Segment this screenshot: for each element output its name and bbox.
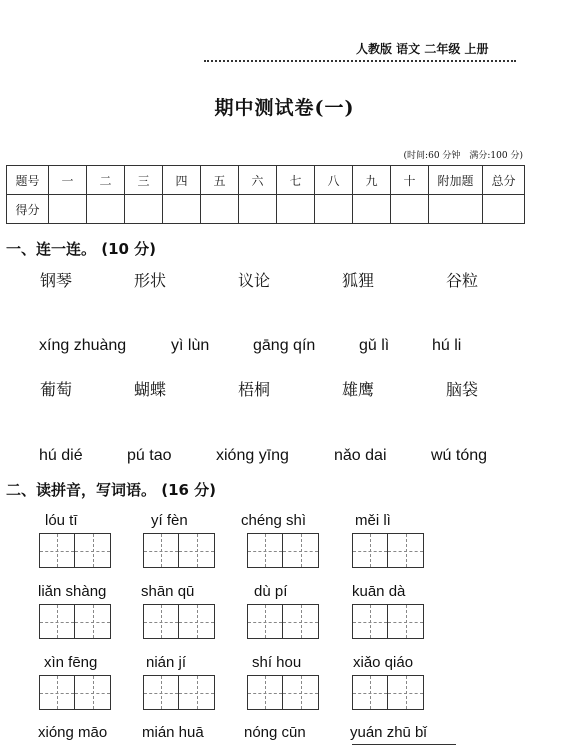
pinyin-prompt: nián jí [146,654,187,671]
pinyin-prompt: shān qū [141,583,195,600]
hanzi-word[interactable]: 狐狸 [342,271,375,290]
pinyin-word[interactable]: hú dié [39,447,83,464]
writing-grid[interactable] [352,604,424,639]
score-table-header-cell: 二 [87,166,125,195]
score-table-header-cell: 十 [391,166,429,195]
writing-grid[interactable] [143,675,215,710]
score-cell[interactable] [429,195,483,224]
score-table-header-cell: 三 [125,166,163,195]
writing-grid[interactable] [39,533,111,568]
pinyin-prompt: yí fèn [151,512,188,529]
hanzi-word[interactable]: 梧桐 [238,380,271,399]
score-table-header-cell: 六 [239,166,277,195]
score-table-header-cell: 附加题 [429,166,483,195]
writing-grid[interactable] [247,675,319,710]
score-cell[interactable] [201,195,239,224]
score-table [6,165,525,224]
writing-grid[interactable] [143,604,215,639]
writing-grid[interactable] [143,533,215,568]
writing-grid[interactable] [352,533,424,568]
pinyin-word[interactable]: gǔ lì [359,337,390,354]
hanzi-row-1 [0,268,569,292]
pinyin-underline [352,744,456,745]
pinyin-word[interactable]: pú tao [127,447,172,464]
exam-meta: (时间:60 分钟 满分:100 分) [403,151,523,161]
pinyin-prompt: mián huā [142,724,204,741]
writing-grid[interactable] [352,675,424,710]
score-cell[interactable] [315,195,353,224]
score-table-header-cell: 四 [163,166,201,195]
pinyin-prompt: kuān dà [352,583,406,600]
hanzi-word[interactable]: 脑袋 [446,380,479,399]
pinyin-prompt: lóu tī [45,512,78,529]
pinyin-word[interactable]: yì lùn [171,337,210,354]
pinyin-word[interactable]: hú li [432,337,462,354]
score-cell[interactable] [483,195,525,224]
hanzi-word[interactable]: 形状 [134,271,167,290]
section1-title: 一、连一连。 (10 分) [6,240,157,258]
pinyin-word[interactable]: xióng yīng [216,447,289,464]
pinyin-word[interactable]: nǎo dai [334,447,387,464]
pinyin-row-2 [0,447,569,471]
score-table-header-cell: 七 [277,166,315,195]
pinyin-prompt: xióng māo [38,724,108,741]
score-cell[interactable] [239,195,277,224]
score-cell[interactable] [125,195,163,224]
hanzi-word[interactable]: 葡萄 [40,380,73,399]
writing-grid[interactable] [39,604,111,639]
pinyin-prompt: xiǎo qiáo [353,654,414,671]
section2-title: 二、读拼音，写词语。 (16 分) [6,481,217,499]
score-cell[interactable] [87,195,125,224]
writing-grid[interactable] [247,533,319,568]
score-table-score-row [7,195,525,224]
hanzi-word[interactable]: 议论 [238,271,271,290]
score-cell[interactable] [49,195,87,224]
pinyin-prompt: chéng shì [241,512,307,529]
score-cell[interactable] [391,195,429,224]
hanzi-word[interactable]: 蝴蝶 [134,380,167,399]
pinyin-word[interactable]: xíng zhuàng [39,337,127,354]
score-table-header-cell: 五 [201,166,239,195]
pinyin-row-1 [0,337,569,361]
hanzi-word[interactable]: 谷粒 [446,271,479,290]
score-label: 得分 [7,195,49,224]
header-edition: 人教版 语文 二年级 上册 [356,42,489,56]
score-table-header-cell: 八 [315,166,353,195]
pinyin-word[interactable]: wú tóng [431,447,488,464]
score-table-header-cell: 题号 [7,166,49,195]
pinyin-prompt: shí hou [252,654,302,671]
writing-grid[interactable] [247,604,319,639]
header-rule [204,60,516,62]
pinyin-prompt: liǎn shàng [38,583,107,600]
score-table-header-cell: 一 [49,166,87,195]
pinyin-word[interactable]: gāng qín [253,337,316,354]
pinyin-prompt: nóng cūn [244,724,306,741]
pinyin-prompt: dù pí [254,583,288,600]
score-cell[interactable] [163,195,201,224]
hanzi-word[interactable]: 钢琴 [40,271,73,290]
pinyin-prompt: xìn fēng [44,654,98,671]
score-table-header-row [7,166,525,195]
hanzi-word[interactable]: 雄鹰 [342,380,375,399]
writing-grid[interactable] [39,675,111,710]
score-table-header-cell: 总分 [483,166,525,195]
hanzi-row-2 [0,377,569,401]
score-table-header-cell: 九 [353,166,391,195]
pinyin-prompt: yuán zhū bǐ [350,724,427,741]
score-cell[interactable] [353,195,391,224]
score-cell[interactable] [277,195,315,224]
exam-title: 期中测试卷(一) [214,97,355,119]
pinyin-prompt: měi lì [355,512,391,529]
